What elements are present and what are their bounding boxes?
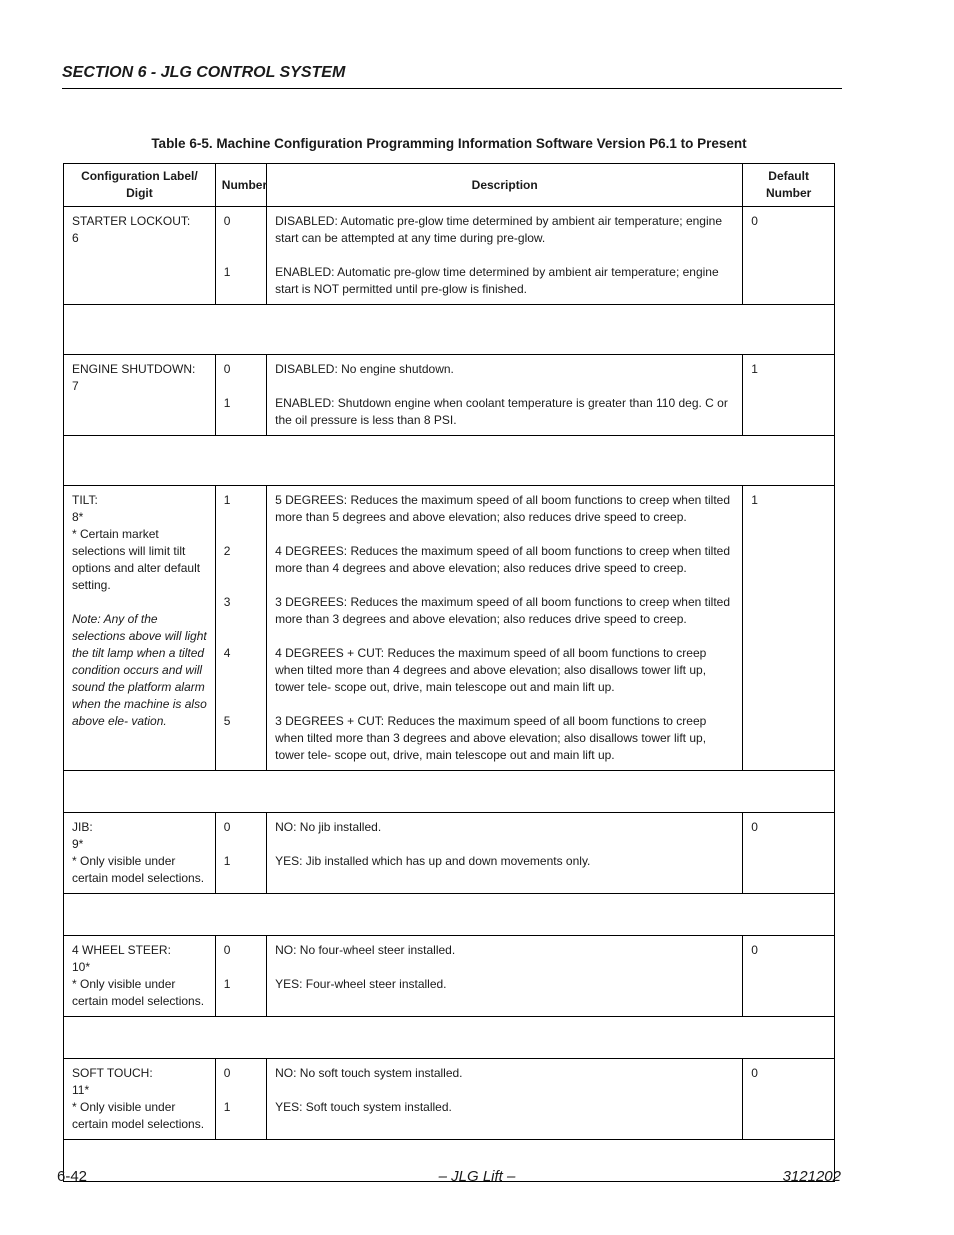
option-description: 5 DEGREES: Reduces the maximum speed of all boom functions to creep when tilted more than 5 degrees and above elevation; also reduces drive speed to creep. [275, 493, 731, 524]
option-number: 2 [223, 544, 231, 558]
option-description: NO: No soft touch system installed. [275, 1066, 463, 1080]
config-label: TILT: [72, 493, 98, 507]
config-footnote: * Certain market selections will limit tilt options and alter default setting. [72, 527, 201, 592]
config-digit: 10* [72, 960, 91, 974]
footer-brand: – JLG Lift – [438, 1168, 516, 1185]
config-label-cell [64, 486, 216, 771]
config-label: ENGINE SHUTDOWN: [72, 362, 196, 376]
option-description: ENABLED: Automatic pre-glow time determined by ambient air temperature; engine start is NOT permitted until pre-glow is finished. [275, 265, 719, 296]
number-cell [215, 207, 266, 305]
document-number: 3121202 [782, 1168, 841, 1185]
table-row [64, 355, 835, 436]
option-description: NO: No four-wheel steer installed. [275, 943, 456, 957]
option-number: 1 [223, 1100, 231, 1114]
number-cell [215, 813, 266, 894]
section-header: SECTION 6 - JLG CONTROL SYSTEM [62, 64, 842, 89]
option-description: NO: No jib installed. [275, 820, 382, 834]
option-number: 1 [223, 977, 231, 991]
config-digit: 9* [72, 837, 84, 851]
spacer-row [64, 894, 835, 936]
option-description: ENABLED: Shutdown engine when coolant temperature is greater than 110 deg. C or the oil pressure is less than 8 PSI. [275, 396, 728, 427]
config-digit: 11* [72, 1083, 90, 1097]
description-cell [267, 813, 743, 894]
description-cell [267, 1059, 743, 1140]
config-label: 4 WHEEL STEER: [72, 943, 171, 957]
default-cell: 0 [743, 1059, 835, 1140]
option-description: DISABLED: No engine shutdown. [275, 362, 454, 376]
default-cell: 0 [743, 813, 835, 894]
option-number: 0 [223, 214, 231, 228]
number-cell [215, 486, 266, 771]
option-number: 5 [223, 714, 231, 728]
table-row [64, 1059, 835, 1140]
header-description: Description [267, 164, 743, 207]
default-cell: 1 [743, 486, 835, 771]
description-cell [267, 355, 743, 436]
option-description: YES: Jib installed which has up and down movements only. [275, 854, 591, 868]
option-description: YES: Soft touch system installed. [275, 1100, 452, 1114]
spacer-row [64, 305, 835, 355]
config-footnote: * Only visible under certain model selections. [72, 1100, 205, 1131]
table-header-row [64, 164, 835, 207]
config-label: STARTER LOCKOUT: [72, 214, 191, 228]
table-row [64, 486, 835, 771]
config-label-cell [64, 355, 216, 436]
option-description: YES: Four-wheel steer installed. [275, 977, 447, 991]
header-number: Number [215, 164, 266, 207]
config-label-cell [64, 207, 216, 305]
option-number: 1 [223, 396, 231, 410]
config-footnote: * Only visible under certain model selections. [72, 854, 205, 885]
option-number: 4 [223, 646, 231, 660]
table-row [64, 813, 835, 894]
option-number: 1 [223, 493, 231, 507]
option-description: 3 DEGREES + CUT: Reduces the maximum speed of all boom functions to creep when tilted more than 3 degrees and above elevation; also disallows tower lift up, tower tele- scope out, drive, main telescope out and main lift up. [275, 714, 707, 762]
configuration-table [63, 163, 835, 1182]
number-cell [215, 1059, 266, 1140]
table-row [64, 207, 835, 305]
config-digit: 7 [72, 379, 79, 393]
config-label-cell [64, 1059, 216, 1140]
table-title: Table 6-5. Machine Configuration Programming Information Software Version P6.1 to Present [151, 136, 747, 151]
option-description: 3 DEGREES: Reduces the maximum speed of all boom functions to creep when tilted more than 3 degrees and above elevation; also reduces drive speed to creep. [275, 595, 731, 626]
tilt-note: Note: Any of the selections above will light the tilt lamp when a tilted condition occurs and will sound the platform alarm when the machine is also above ele- vation. [72, 612, 207, 728]
header-label: Configuration Label/ Digit [64, 164, 216, 207]
config-label-cell [64, 936, 216, 1017]
number-cell [215, 355, 266, 436]
option-number: 3 [223, 595, 231, 609]
option-number: 1 [223, 265, 231, 279]
option-number: 0 [223, 943, 231, 957]
spacer-row [64, 771, 835, 813]
description-cell [267, 936, 743, 1017]
option-number: 0 [223, 362, 231, 376]
number-cell [215, 936, 266, 1017]
option-description: 4 DEGREES + CUT: Reduces the maximum speed of all boom functions to creep when tilted more than 4 degrees and above elevation; also disallows tower lift up, tower tele- scope out, drive, main telescope out and main lift up. [275, 646, 707, 694]
page-number: 6-42 [57, 1168, 88, 1185]
default-cell: 0 [743, 207, 835, 305]
option-description: DISABLED: Automatic pre-glow time determined by ambient air temperature; engine start can be attempted at any time during pre-glow. [275, 214, 722, 245]
config-digit: 6 [72, 231, 79, 245]
config-label: SOFT TOUCH: [72, 1066, 153, 1080]
table-row [64, 936, 835, 1017]
option-description: 4 DEGREES: Reduces the maximum speed of all boom functions to creep when tilted more than 4 degrees and above elevation; also reduces drive speed to creep. [275, 544, 731, 575]
spacer-row [64, 436, 835, 486]
option-number: 0 [223, 820, 231, 834]
config-label-cell [64, 813, 216, 894]
option-number: 0 [223, 1066, 231, 1080]
description-cell [267, 486, 743, 771]
spacer-row [64, 1017, 835, 1059]
option-number: 1 [223, 854, 231, 868]
config-label: JIB: [72, 820, 93, 834]
header-default: Default Number [743, 164, 835, 207]
default-cell: 1 [743, 355, 835, 436]
config-footnote: * Only visible under certain model selections. [72, 977, 205, 1008]
config-digit: 8* [72, 510, 84, 524]
description-cell [267, 207, 743, 305]
default-cell: 0 [743, 936, 835, 1017]
